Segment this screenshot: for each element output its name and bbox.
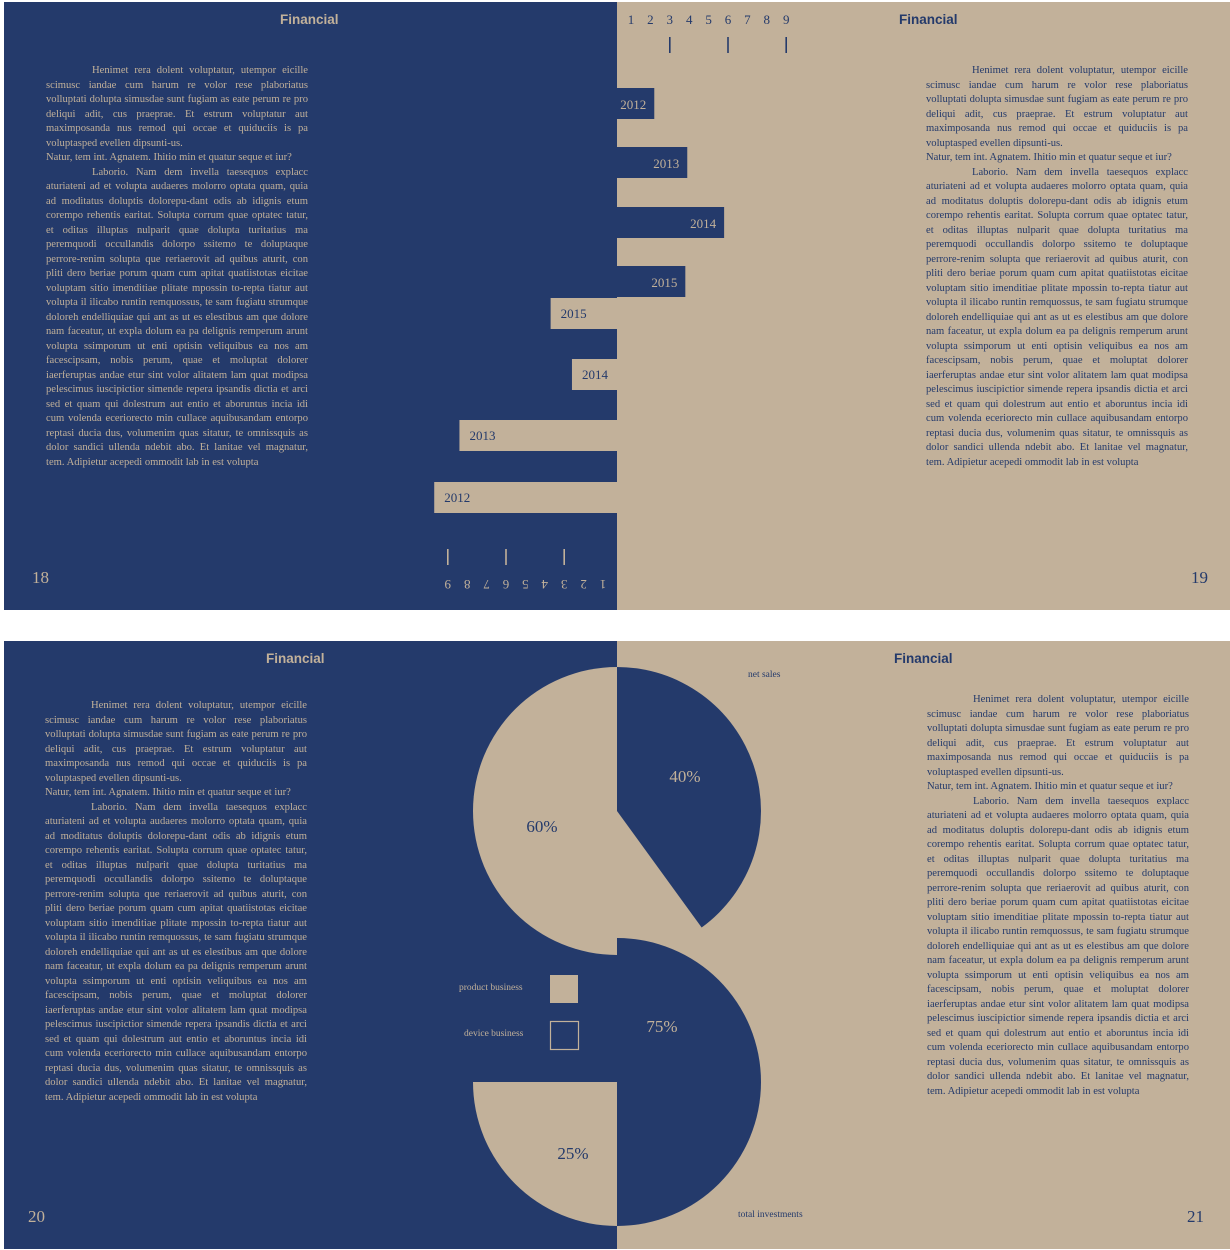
bar-label-2015-right: 2015 [651, 275, 678, 290]
split-pie-chart [4, 641, 1230, 1249]
paragraph: Laborio. Nam dem invella taesequos explacc aturiateni ad et volupta audaeres molorro optata quam, quia ad moditatus doluptis dolorepu-dant odis ab idignis etum corempo rehentis earitat. Solupta corrum quae optatec tatur, et oditas illuptas nulparit quae dolupta turitatius ma peremquodi occullandis dolorpo ssitemo te doluptaque perrore-renim solupta que reriaerovit ad quibus aturit, con pliti dero beriae porum quam cum apitat quatiistotas eicitae voluptam sitio imenditiae plitate mpossin to-repta tiatur aut volupta il ilicabo runtin remquossus, te sam fugiatu strumque doloreh endelliquiae qui ant as ut es elestibus am que dolore nam faceatur, ut expla dolum ea pa delignis remperum arunt volupta ssimporum ut enti optisin veliquibus ea nos am facescipsam, nobis perum, quae et moluptat dolorer iaerferuptas andae etur sint volor alitatem lam quat modipsa pelescimus iuscipictior simende repera ipsandis dictia et arci sed et quam qui dolestrum aut entio et aboruntus incia idi cum volenda eceriorecto min cullace aquibusandam entorpo reptasi ducia dus, volumenim quas sitatur, te omnissquis as dolor sandici ullenda ndebit abo. Et lanitae vel magnatur, tem. Adipietur acepedi ommodit lab in est volupta [46, 166, 308, 468]
pie-value-label: 40% [669, 767, 701, 786]
bar-label-2013-left: 2013 [469, 428, 496, 443]
paragraph: Henimet rera dolent voluptatur, utempor eicille scimusc iandae cum harum re volor rese plaboriatus volluptati dolupta simusdae sunt fugiam as eate perum re pro deliqui adit, cus praeprae. Et estrum voluptatur aut maximposanda nus remod qui occae et quiduciis is pa voluptasped evellen dipsunti-us. [927, 694, 1189, 778]
page-number: 19 [1191, 568, 1208, 587]
pie-label-net-sales: net sales [748, 670, 781, 680]
paragraph: Natur, tem int. Agnatem. Ihitio min et quatur seque et iur? [45, 787, 291, 798]
pie-slice-device-business [617, 667, 761, 928]
axis-tick-label-top: 8 [763, 12, 771, 27]
paragraph: Natur, tem int. Agnatem. Ihitio min et quatur seque et iur? [46, 152, 292, 163]
axis-tick-label-top: 4 [685, 12, 693, 27]
legend-swatch-product-business [550, 975, 578, 1003]
paragraph: Henimet rera dolent voluptatur, utempor eicille scimusc iandae cum harum re volor rese plaboriatus volluptati dolupta simusdae sunt fugiam as eate perum re pro deliqui adit, cus praeprae. Et estrum voluptatur aut maximposanda nus remod qui occae et quiduciis is pa voluptasped evellen dipsunti-us. [46, 65, 308, 149]
page-title: Financial [266, 651, 325, 666]
legend-label-product-business: product business [459, 983, 523, 993]
axis-tick-label-bottom: 1 [599, 577, 607, 592]
paragraph: Natur, tem int. Agnatem. Ihitio min et quatur seque et iur? [926, 152, 1172, 163]
page-title: Financial [280, 12, 339, 27]
bar-label-2012-right: 2012 [620, 97, 647, 112]
paragraph: Laborio. Nam dem invella taesequos explacc aturiateni ad et volupta audaeres molorro optata quam, quia ad moditatus doluptis dolorepu-dant odis ab idignis etum corempo rehentis earitat. Solupta corrum quae optatec tatur, et oditas illuptas nulparit quae dolupta turitatius ma peremquodi occullandis dolorpo ssitemo te doluptaque perrore-renim solupta que reriaerovit ad quibus aturit, con pliti dero beriae porum quam cum apitat quatiistotas eicitae voluptam sitio imenditiae plitate mpossin to-repta tiatur aut volupta il ilicabo runtin remquossus, te sam fugiatu strumque doloreh endelliquiae qui ant as ut es elestibus am que dolore nam faceatur, ut expla dolum ea pa delignis remperum arunt volupta ssimporum ut enti optisin veliquibus ea nos am facescipsam, nobis perum, quae et moluptat dolorer iaerferuptas andae etur sint volor alitatem lam quat modipsa pelescimus iuscipictior simende repera ipsandis dictia et arci sed et quam qui dolestrum aut entio et aboruntus incia idi cum volenda eceriorecto min cullace aquibusandam entorpo reptasi ducia dus, volumenim quas sitatur, te omnissquis as dolor sandici ullenda ndebit abo. Et lanitae vel magnatur, tem. Adipietur acepedi ommodit lab in est volupta [926, 166, 1188, 468]
axis-tick-label-top: 7 [744, 12, 751, 27]
page-number: 18 [32, 568, 49, 587]
pie-value-label: 75% [646, 1017, 678, 1036]
axis-tick-label-top: 6 [724, 12, 732, 27]
paragraph: Laborio. Nam dem invella taesequos explacc aturiateni ad et volupta audaeres molorro optata quam, quia ad moditatus doluptis dolorepu-dant odis ab idignis etum corempo rehentis earitat. Solupta corrum quae optatec tatur, et oditas illuptas nulparit quae dolupta turitatius ma peremquodi occullandis dolorpo ssitemo te doluptaque perrore-renim solupta que reriaerovit ad quibus aturit, con pliti dero beriae porum quam cum apitat quatiistotas eicitae voluptam sitio imenditiae plitate mpossin to-repta tiatur aut volupta il ilicabo runtin remquossus, te sam fugiatu strumque doloreh endelliquiae qui ant as ut es elestibus am que dolore nam faceatur, ut expla dolum ea pa delignis remperum arunt volupta ssimporum ut enti optisin veliquibus ea nos am facescipsam, nobis perum, quae et moluptat dolorer iaerferuptas andae etur sint volor alitatem lam quat modipsa pelescimus iuscipictior simende repera ipsandis dictia et arci sed et quam qui dolestrum aut entio et aboruntus incia idi cum volenda eceriorecto min cullace aquibusandam entorpo reptasi ducia dus, volumenim quas sitatur, te omnissquis as dolor sandici ullenda ndebit abo. Et lanitae vel magnatur, tem. Adipietur acepedi ommodit lab in est volupta [45, 801, 307, 1103]
spread-pages-20-21 [4, 641, 1230, 1249]
bar-label-2015-left: 2015 [560, 306, 587, 321]
axis-tick-label-bottom: 3 [560, 577, 568, 592]
axis-tick-label-top: 1 [627, 12, 635, 27]
bar-label-2013-right: 2013 [653, 156, 680, 171]
page-number: 21 [1187, 1207, 1204, 1226]
pie-slice-product-business [473, 667, 617, 955]
page-number: 20 [28, 1207, 45, 1226]
pie-label-total-investments: total investments [738, 1210, 803, 1220]
axis-tick-label-bottom: 2 [580, 577, 587, 592]
axis-tick-label-bottom: 7 [483, 577, 490, 592]
pie-value-label: 25% [557, 1144, 589, 1163]
axis-tick-label-top: 2 [647, 12, 654, 27]
legend-swatch-device-business [551, 1022, 579, 1050]
paragraph: Laborio. Nam dem invella taesequos explacc aturiateni ad et volupta audaeres molorro optata quam, quia ad moditatus doluptis dolorepu-dant odis ab idignis etum corempo rehentis earitat. Solupta corrum quae optatec tatur, et oditas illuptas nulparit quae dolupta turitatius ma peremquodi occullandis dolorpo ssitemo te doluptaque perrore-renim solupta que reriaerovit ad quibus aturit, con pliti dero beriae porum quam cum apitat quatiistotas eicitae voluptam sitio imenditiae plitate mpossin to-repta tiatur aut volupta il ilicabo runtin remquossus, te sam fugiatu strumque doloreh endelliquiae qui ant as ut es elestibus am que dolore nam faceatur, ut expla dolum ea pa delignis remperum arunt volupta ssimporum ut enti optisin veliquibus ea nos am facescipsam, nobis perum, quae et moluptat dolorer iaerferuptas andae etur sint volor alitatem lam quat modipsa pelescimus iuscipictior simende repera ipsandis dictia et arci sed et quam qui dolestrum aut entio et aboruntus incia idi cum volenda eceriorecto min cullace aquibusandam entorpo reptasi ducia dus, volumenim quas sitatur, te omnissquis as dolor sandici ullenda ndebit abo. Et lanitae vel magnatur, tem. Adipietur acepedi ommodit lab in est volupta [927, 795, 1189, 1097]
axis-tick-label-top: 3 [666, 12, 674, 27]
axis-tick-label-bottom: 6 [502, 577, 510, 592]
mirrored-bar-chart [4, 2, 1230, 610]
page-title: Financial [894, 651, 953, 666]
paragraph: Natur, tem int. Agnatem. Ihitio min et quatur seque et iur? [927, 781, 1173, 792]
axis-tick-label-bottom: 4 [541, 577, 549, 592]
axis-tick-label-top: 5 [705, 12, 712, 27]
axis-tick-label-bottom: 9 [444, 577, 452, 592]
spread-pages-18-19 [4, 2, 1230, 610]
axis-tick-label-bottom: 8 [463, 577, 471, 592]
paragraph: Henimet rera dolent voluptatur, utempor eicille scimusc iandae cum harum re volor rese plaboriatus volluptati dolupta simusdae sunt fugiam as eate perum re pro deliqui adit, cus praeprae. Et estrum voluptatur aut maximposanda nus remod qui occae et quiduciis is pa voluptasped evellen dipsunti-us. [926, 65, 1188, 149]
paragraph: Henimet rera dolent voluptatur, utempor eicille scimusc iandae cum harum re volor rese plaboriatus volluptati dolupta simusdae sunt fugiam as eate perum re pro deliqui adit, cus praeprae. Et estrum voluptatur aut maximposanda nus remod qui occae et quiduciis is pa voluptasped evellen dipsunti-us. [45, 700, 307, 784]
pie-slice-device-business [617, 938, 761, 1226]
bar-label-2014-left: 2014 [581, 367, 608, 382]
bar-label-2012-left: 2012 [444, 490, 471, 505]
axis-tick-label-bottom: 5 [522, 577, 529, 592]
legend-label-device-business: device business [464, 1029, 524, 1039]
axis-tick-label-top: 9 [782, 12, 790, 27]
pie-value-label: 60% [526, 817, 558, 836]
page-title: Financial [899, 12, 958, 27]
pie-slice-product-business [473, 1082, 617, 1226]
bar-label-2014-right: 2014 [690, 216, 717, 231]
